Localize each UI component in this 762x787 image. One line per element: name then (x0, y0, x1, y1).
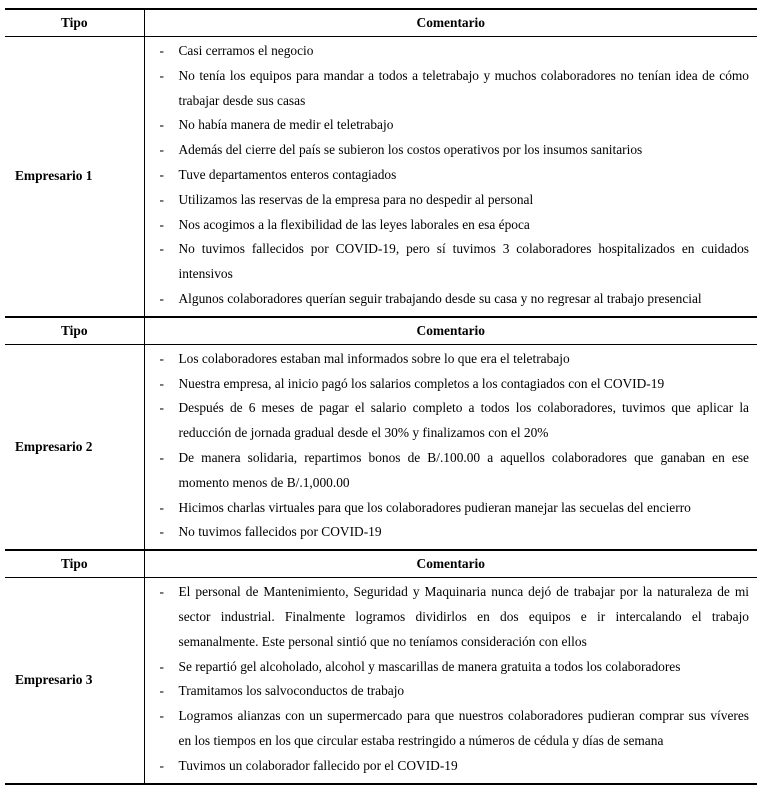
dash-marker: - (159, 67, 164, 83)
list-item (159, 39, 750, 64)
list-item (159, 679, 750, 704)
comment-text: Nuestra empresa, al inicio pagó los salarios completos a los contagiados con el COVID-19 (178, 375, 665, 391)
dash-marker: - (159, 584, 164, 600)
header-row (5, 550, 757, 578)
comment-text: Nos acogimos a la flexibilidad de las leyes laborales en esa época (178, 216, 530, 232)
dash-marker: - (159, 290, 164, 306)
comment-text: Hicimos charlas virtuales para que los colaboradores pudieran manejar las secuelas del encierro (178, 499, 691, 515)
list-item (159, 704, 750, 754)
tipo-cell: Empresario 3 (5, 578, 144, 784)
comment-list (159, 580, 750, 778)
header-row (5, 317, 757, 345)
table-row (5, 578, 757, 784)
comment-text: Casi cerramos el negocio (178, 43, 314, 58)
comment-text: Logramos alianzas con un supermercado para que nuestros colaboradores pudieran comprar sus víveres en los tiempos en los que circular estaba restringido a números de cédula y días de semana (178, 708, 749, 748)
comment-text: No tuvimos fallecidos por COVID-19, pero sí tuvimos 3 colaboradores hospitalizados en cuidados intensivos (178, 241, 749, 282)
list-item (159, 372, 750, 397)
header-comentario: Comentario (144, 317, 757, 345)
list-item (159, 580, 750, 654)
comment-text: Los colaboradores estaban mal informados sobre lo que era el teletrabajo (178, 350, 570, 366)
table-row (5, 37, 757, 317)
comment-text: Tuvimos un colaborador fallecido por el COVID-19 (178, 757, 458, 773)
comment-cell (144, 37, 757, 317)
tipo-cell: Empresario 1 (5, 37, 144, 317)
tipo-cell: Empresario 2 (5, 344, 144, 550)
list-item (159, 655, 750, 680)
comment-text: Tuve departamentos enteros contagiados (178, 166, 397, 182)
dash-marker: - (159, 658, 164, 674)
comment-cell (144, 578, 757, 784)
dash-marker: - (159, 43, 164, 58)
comment-list (159, 347, 750, 545)
comment-text: Se repartió gel alcoholado, alcohol y mascarillas de manera gratuita a todos los colaboradores (178, 658, 681, 674)
comment-list (159, 39, 750, 312)
header-tipo: Tipo (5, 9, 144, 37)
comments-table (5, 8, 757, 785)
list-item (159, 138, 750, 163)
list-item (159, 754, 750, 779)
list-item (159, 113, 750, 138)
dash-marker: - (159, 683, 164, 699)
comment-cell (144, 344, 757, 550)
list-item (159, 188, 750, 213)
list-item (159, 287, 750, 312)
dash-marker: - (159, 499, 164, 515)
dash-marker: - (159, 191, 164, 207)
list-item (159, 213, 750, 238)
list-item (159, 496, 750, 521)
dash-marker: - (159, 375, 164, 391)
comment-text: Tramitamos los salvoconductos de trabajo (178, 683, 405, 699)
list-item (159, 64, 750, 114)
comment-text: No había manera de medir el teletrabajo (178, 117, 394, 133)
comment-text: El personal de Mantenimiento, Seguridad y Maquinaria nunca dejó de trabajar por la naturaleza de mi sector industrial. Finalmente logramos dividirlos en dos equipos e ir intercalando el trabajo semanalmente. Este personal sintió que no teníamos consideración con ellos (178, 584, 749, 649)
dash-marker: - (159, 449, 164, 465)
dash-marker: - (159, 166, 164, 182)
dash-marker: - (159, 757, 164, 773)
comment-text: Algunos colaboradores querían seguir trabajando desde su casa y no regresar al trabajo presencial (178, 290, 702, 306)
comment-text: Además del cierre del país se subieron los costos operativos por los insumos sanitarios (178, 142, 643, 158)
comment-text: Después de 6 meses de pagar el salario completo a todos los colaboradores, tuvimos que aplicar la reducción de jornada gradual desde el 30% y finalizamos con el 20% (178, 400, 749, 441)
comment-text: De manera solidaria, repartimos bonos de B/.100.00 a aquellos colaboradores que ganaban en ese momento menos de B/.1,000.00 (178, 449, 749, 490)
dash-marker: - (159, 400, 164, 416)
dash-marker: - (159, 142, 164, 158)
header-row (5, 9, 757, 37)
header-comentario: Comentario (144, 550, 757, 578)
list-item (159, 163, 750, 188)
comment-text: No tenía los equipos para mandar a todos a teletrabajo y muchos colaboradores no tenían idea de cómo trabajar desde sus casas (178, 67, 749, 108)
dash-marker: - (159, 524, 164, 540)
header-tipo: Tipo (5, 550, 144, 578)
list-item (159, 396, 750, 446)
dash-marker: - (159, 117, 164, 133)
header-comentario: Comentario (144, 9, 757, 37)
comment-text: Utilizamos las reservas de la empresa para no despedir al personal (178, 191, 534, 207)
dash-marker: - (159, 350, 164, 366)
list-item (159, 237, 750, 287)
list-item (159, 347, 750, 372)
dash-marker: - (159, 241, 164, 257)
list-item (159, 520, 750, 545)
list-item (159, 446, 750, 496)
header-tipo: Tipo (5, 317, 144, 345)
table-row (5, 344, 757, 550)
comment-text: No tuvimos fallecidos por COVID-19 (178, 524, 382, 540)
dash-marker: - (159, 708, 164, 724)
dash-marker: - (159, 216, 164, 232)
